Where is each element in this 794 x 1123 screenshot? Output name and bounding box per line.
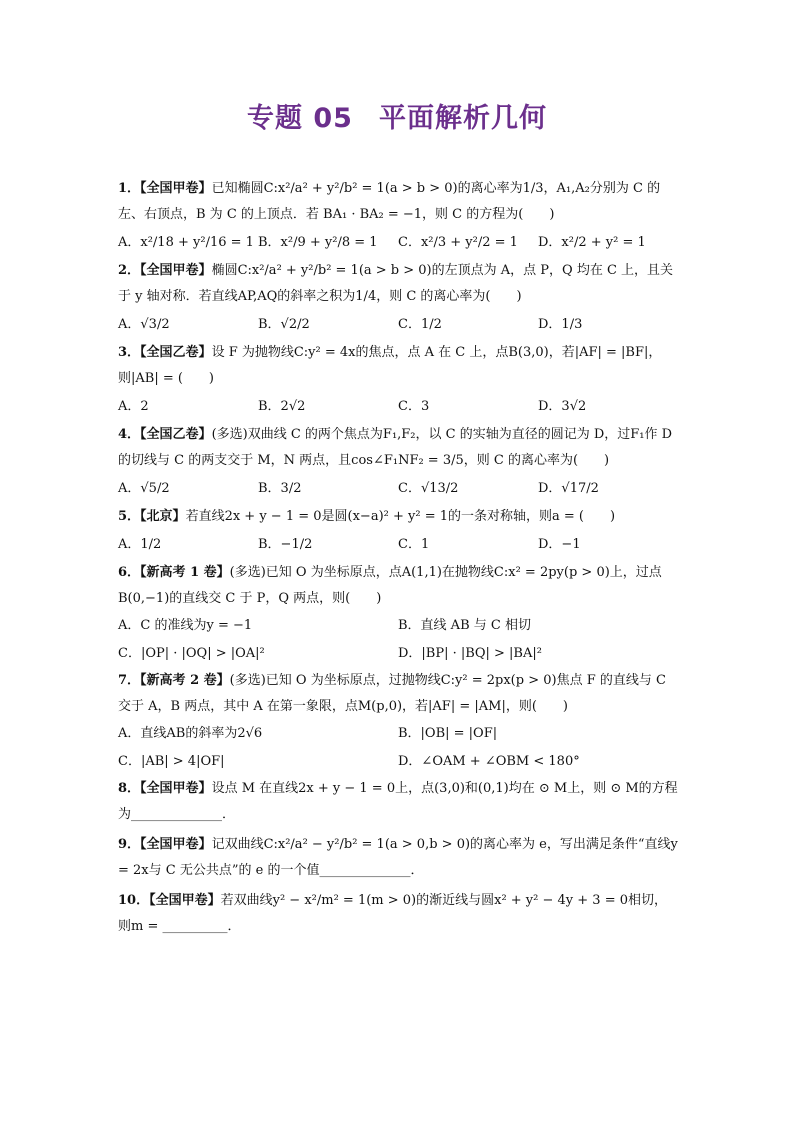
question-6-options-row-1 (118, 612, 678, 640)
option-d: D．3√2 (538, 399, 587, 414)
option-a: A．1/2 (118, 537, 162, 552)
question-8 (118, 776, 678, 828)
option-a: A．x²/18 + y²/16 = 1 (118, 235, 254, 250)
option-a: A．直线AB的斜率为2√6 (118, 726, 263, 741)
option-b: B．x²/9 + y²/8 = 1 (258, 235, 378, 250)
question-5-text: 5．【北京】若直线2x + y − 1 = 0是圆(x−a)² + y² = 1的一条对称轴，则a = ( ) (118, 509, 616, 524)
option-c: C．|OP| · |OQ| > |OA|² (118, 646, 265, 661)
option-c: C．3 (398, 399, 430, 414)
option-c: C．1 (398, 537, 430, 552)
question-7-text: 7．【新高考 2 卷】(多选)已知 O 为坐标原点，过抛物线C:y² = 2px(p > 0)焦点 F 的直线与 C 交于 A，B 两点，其中 A 在第一象限，点M(p,0)，若|AF| = |AM|，则( ) (118, 673, 666, 714)
question-9 (118, 832, 678, 884)
title-topic-number: 专题 05 (247, 103, 353, 134)
question-4-text: 4．【全国乙卷】(多选)双曲线 C 的两个焦点为F₁,F₂，以 C 的实轴为直径的圆记为 D，过F₁作 D 的切线与 C 的两支交于 M，N 两点，且cos∠F₁NF₂ = 3/5，则 C 的离心率为( ) (118, 427, 673, 468)
question-2-text: 2．【全国甲卷】椭圆C:x²/a² + y²/b² = 1(a > b > 0)的左顶点为 A，点 P，Q 均在 C 上，且关于 y 轴对称．若直线AP,AQ的斜率之积为1/4，则 C 的离心率为( ) (118, 263, 674, 304)
option-b: B．2√2 (258, 399, 306, 414)
question-5-options (118, 530, 678, 560)
question-1-text: 1．【全国甲卷】已知椭圆C:x²/a² + y²/b² = 1(a > b > 0)的离心率为1/3，A₁,A₂分别为 C 的左、右顶点，B 为 C 的上顶点．若 BA₁ · BA₂ = −1，则 C 的方程为( ) (118, 181, 661, 222)
question-5 (118, 504, 678, 560)
option-b: B．直线 AB 与 C 相切 (398, 618, 531, 633)
option-d: D．−1 (538, 537, 581, 552)
option-b: B．3/2 (258, 481, 302, 496)
option-d: D．|BP| · |BQ| > |BA|² (398, 646, 542, 661)
question-10-text: 10．【全国甲卷】若双曲线y² − x²/m² = 1(m > 0)的渐近线与圆x² + y² − 4y + 3 = 0相切，则m = __________． (118, 893, 667, 934)
option-d: D．x²/2 + y² = 1 (538, 235, 646, 250)
question-6-options-row-2 (118, 640, 678, 668)
option-a: A．C 的准线为y = −1 (118, 618, 253, 633)
option-a: A．2 (118, 399, 149, 414)
question-3-options (118, 392, 678, 422)
question-7-options-row-1 (118, 720, 678, 748)
question-2 (118, 258, 678, 340)
question-7 (118, 668, 678, 776)
question-1-options (118, 228, 678, 258)
option-c: C．x²/3 + y²/2 = 1 (398, 235, 518, 250)
option-b: B．−1/2 (258, 537, 313, 552)
question-3 (118, 340, 678, 422)
option-c: C．√13/2 (398, 481, 459, 496)
question-4 (118, 422, 678, 504)
option-c: C．1/2 (398, 317, 442, 332)
question-3-text: 3．【全国乙卷】设 F 为抛物线C:y² = 4x的焦点，点 A 在 C 上，点B(3,0)，若|AF| = |BF|，则|AB| = ( ) (118, 345, 662, 386)
question-1 (118, 176, 678, 258)
question-4-options (118, 474, 678, 504)
question-list (118, 176, 678, 940)
option-b: B．√2/2 (258, 317, 310, 332)
question-6-text: 6．【新高考 1 卷】(多选)已知 O 为坐标原点，点A(1,1)在抛物线C:x² = 2py(p > 0)上，过点B(0,−1)的直线交 C 于 P，Q 两点，则( ) (118, 565, 662, 606)
question-10 (118, 888, 678, 940)
question-2-options (118, 310, 678, 340)
option-d: D．1/3 (538, 317, 583, 332)
option-d: D．∠OAM + ∠OBM < 180° (398, 754, 580, 769)
question-6 (118, 560, 678, 668)
question-9-text: 9．【全国甲卷】记双曲线C:x²/a² − y²/b² = 1(a > 0,b > 0)的离心率为 e，写出满足条件“直线y = 2x与 C 无公共点”的 e 的一个值______________． (118, 837, 678, 878)
title-topic-name: 平面解析几何 (378, 103, 547, 134)
option-b: B．|OB| = |OF| (398, 726, 498, 741)
option-a: A．√5/2 (118, 481, 170, 496)
option-a: A．√3/2 (118, 317, 170, 332)
question-8-text: 8．【全国甲卷】设点 M 在直线2x + y − 1 = 0上，点(3,0)和(0,1)均在 ⊙ M上，则 ⊙ M的方程为______________． (118, 781, 678, 822)
page-title (0, 96, 794, 135)
option-c: C．|AB| > 4|OF| (118, 754, 225, 769)
question-7-options-row-2 (118, 748, 678, 776)
option-d: D．√17/2 (538, 481, 599, 496)
